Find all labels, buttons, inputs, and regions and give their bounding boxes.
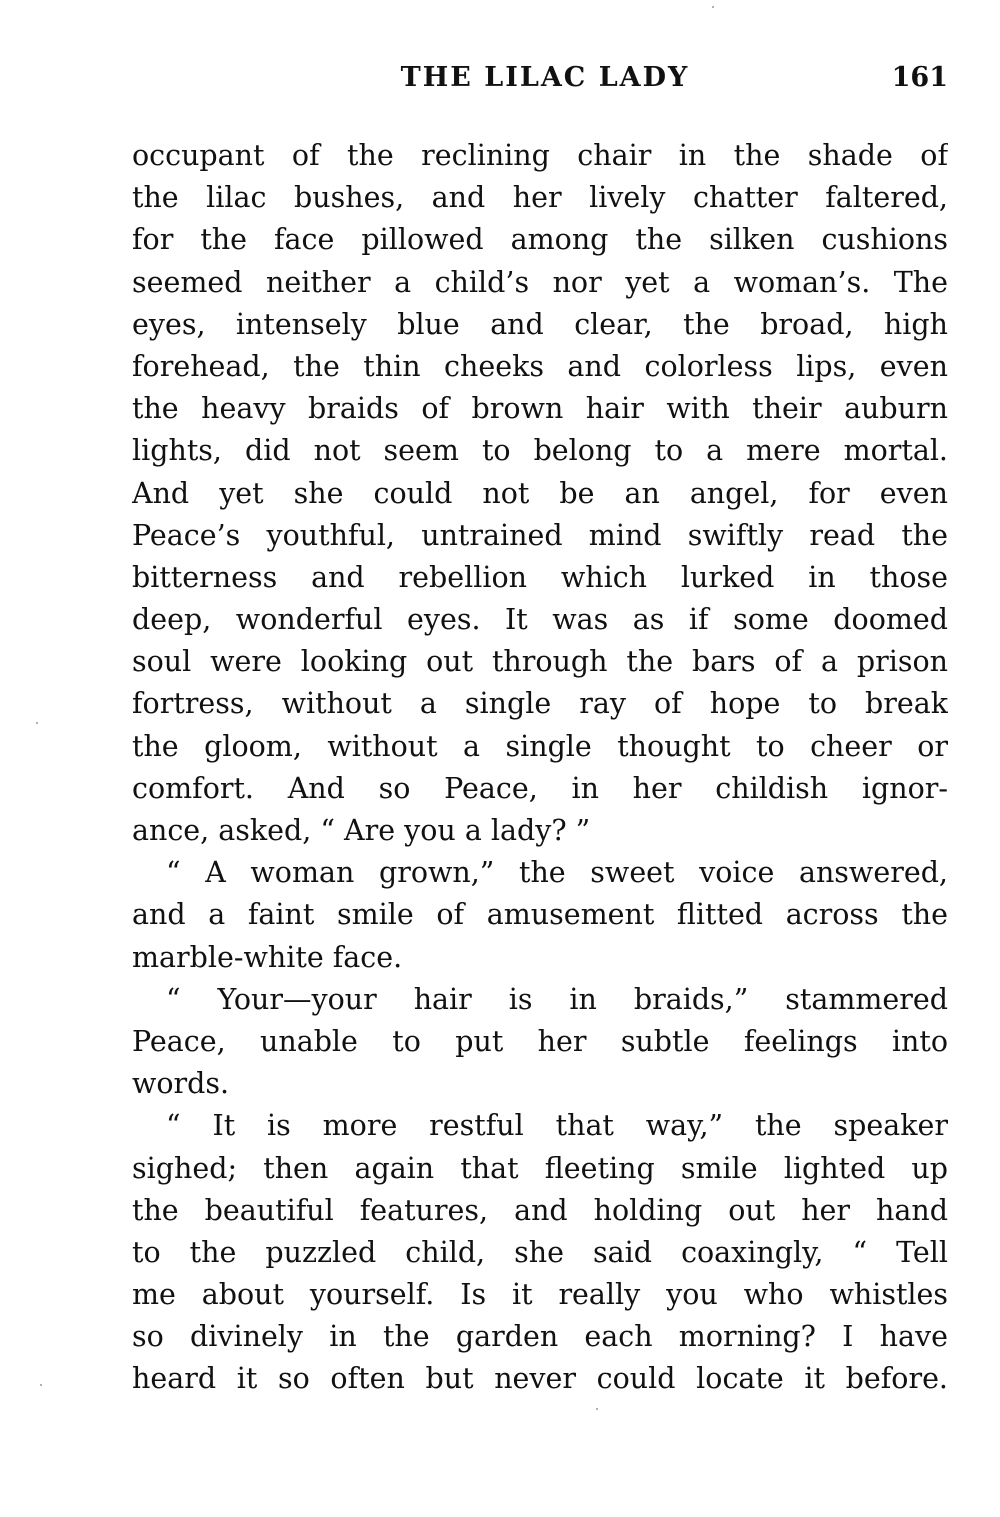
text-line: the gloom, without a single thought to cheer or [132, 729, 948, 763]
running-title: THE LILAC LADY [400, 62, 690, 93]
text-line: and a faint smile of amusement flitted across the [132, 898, 948, 932]
scan-speck [36, 722, 38, 724]
text-line: bitterness and rebellion which lurked in those [132, 560, 948, 594]
text-line: fortress, without a single ray of hope to break [132, 687, 948, 721]
text-line: comfort. And so Peace, in her childish ignor- [132, 771, 948, 805]
page-number: 161 [891, 62, 948, 93]
text-line: marble-white face. [132, 940, 403, 974]
text-line: “ A woman grown,” the sweet voice answered, [166, 856, 948, 890]
text-line: ance, asked, “ Are you a lady? ” [132, 814, 591, 847]
text-line: for the face pillowed among the silken cushions [132, 223, 948, 257]
text-line: to the puzzled child, she said coaxingly, “ Tell [132, 1235, 948, 1269]
text-line: so divinely in the garden each morning? I have [132, 1320, 948, 1354]
text-line: deep, wonderful eyes. It was as if some doomed [132, 603, 948, 637]
text-line: Peace, unable to put her subtle feelings into [132, 1024, 948, 1058]
scan-speck [596, 1408, 598, 1410]
text-line: Peace’s youthful, untrained mind swiftly read the [132, 518, 948, 552]
text-line: forehead, the thin cheeks and colorless lips, even [132, 349, 948, 383]
text-line: eyes, intensely blue and clear, the broad, high [132, 307, 948, 341]
text-line: “ It is more restful that way,” the speaker [166, 1109, 948, 1143]
body-text [132, 135, 948, 1401]
text-line: me about yourself. Is it really you who whistles [132, 1278, 948, 1312]
running-header [132, 56, 948, 100]
text-line: lights, did not seem to belong to a mere mortal. [132, 434, 948, 468]
text-line: the heavy braids of brown hair with their auburn [132, 392, 948, 426]
text-line: sighed; then again that fleeting smile lighted up [132, 1151, 948, 1185]
text-line: words. [132, 1067, 230, 1101]
scan-speck [712, 6, 714, 8]
text-line: And yet she could not be an angel, for even [132, 476, 948, 510]
text-line: “ Your—your hair is in braids,” stammered [166, 982, 948, 1016]
text-line: soul were looking out through the bars of a prison [132, 645, 948, 679]
text-line: seemed neither a child’s nor yet a woman’s. The [132, 265, 948, 299]
scan-speck [40, 1384, 42, 1386]
text-line: heard it so often but never could locate it before. [132, 1362, 948, 1396]
text-line: the beautiful features, and holding out her hand [132, 1193, 948, 1227]
text-line: the lilac bushes, and her lively chatter faltered, [132, 181, 948, 215]
text-line: occupant of the reclining chair in the shade of [132, 139, 948, 172]
